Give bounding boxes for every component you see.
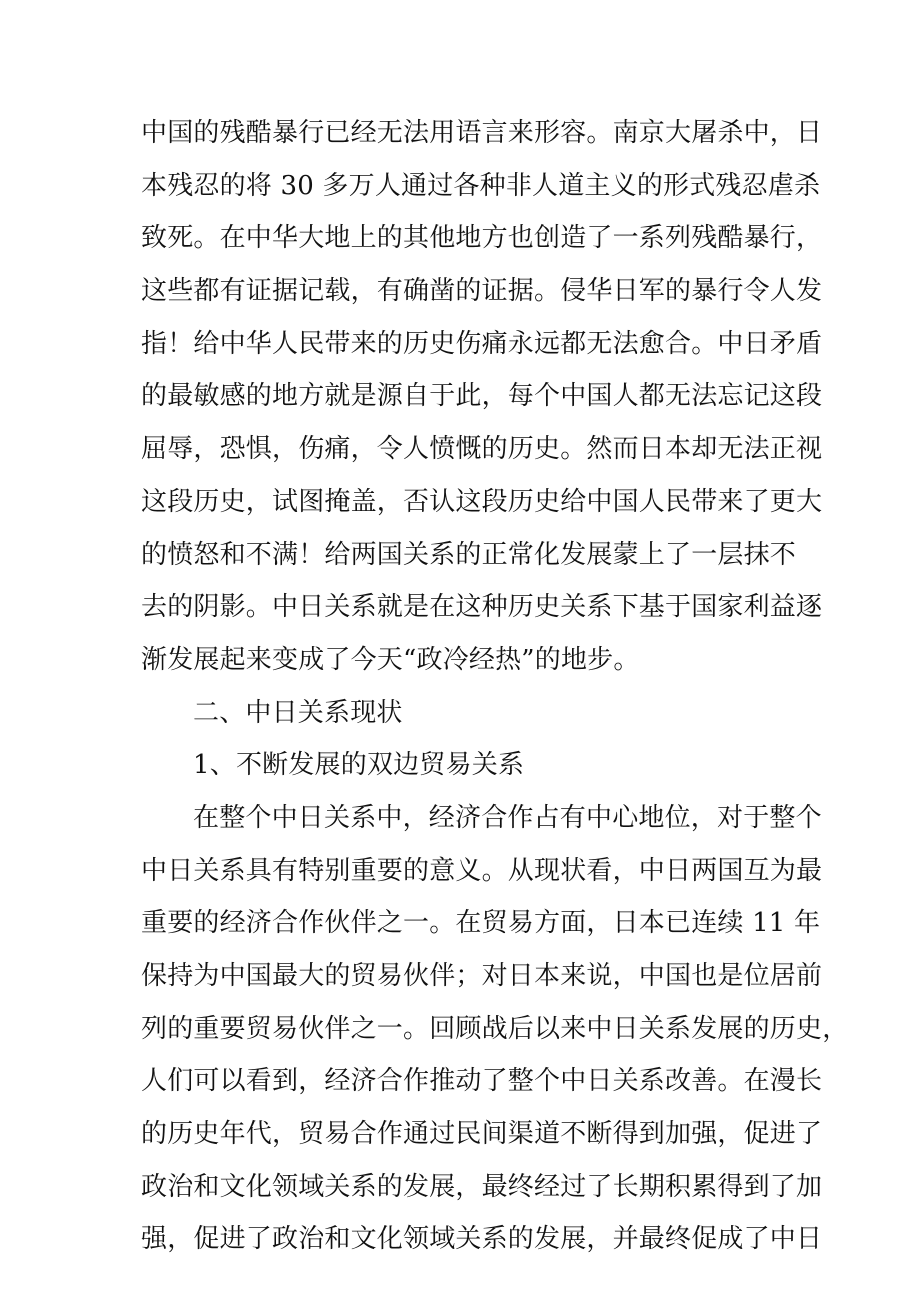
- text-line: 这些都有证据记载，有确凿的证据。侵华日军的暴行令人发: [141, 276, 823, 307]
- text-line: 致死。在中华大地上的其他地方也创造了一系列残酷暴行，: [141, 223, 823, 254]
- text-line: 政治和文化领域关系的发展，最终经过了长期积累得到了加: [141, 1171, 823, 1202]
- text-line: 保持为中国最大的贸易伙伴；对日本来说，中国也是位居前: [141, 961, 823, 991]
- paragraph-history: [141, 107, 823, 687]
- text-line: 本残忍的将 30 多万人通过各种非人道主义的形式残忍虐杀: [141, 170, 821, 201]
- text-line: 中日关系具有特别重要的意义。从现状看，中日两国互为最: [141, 855, 823, 886]
- text-line: 中国的残酷暴行已经无法用语言来形容。南京大屠杀中，日: [141, 118, 823, 148]
- text-line: 的最敏感的地方就是源自于此，每个中国人都无法忘记这段: [141, 381, 823, 412]
- text-line: 的愤怒和不满！给两国关系的正常化发展蒙上了一层抹不: [141, 539, 797, 570]
- text-line: 的历史年代，贸易合作通过民间渠道不断得到加强，促进了: [141, 1119, 823, 1150]
- subsection-heading: 1、不断发展的双边贸易关系: [193, 750, 525, 781]
- text-line: 重要的经济合作伙伴之一。在贸易方面，日本已连续 11 年: [141, 908, 821, 939]
- text-line: 去的阴影。中日关系就是在这种历史关系下基于国家利益逐: [141, 592, 823, 623]
- section-heading: 二、中日关系现状: [193, 697, 403, 728]
- text-line: 列的重要贸易伙伴之一。回顾战后以来中日关系发展的历史，: [141, 1013, 849, 1044]
- text-line: 渐发展起来变成了今天“政冷经热”的地步。: [141, 644, 640, 675]
- document-body: [141, 107, 849, 1266]
- text-line: 强，促进了政治和文化领域关系的发展，并最终促成了中日: [141, 1224, 823, 1255]
- text-line: 这段历史，试图掩盖，否认这段历史给中国人民带来了更大: [141, 486, 823, 517]
- text-line: 指！给中华人民带来的历史伤痛永远都无法愈合。中日矛盾: [141, 328, 823, 359]
- text-line: 屈辱，恐惧，伤痛，令人愤慨的历史。然而日本却无法正视: [141, 434, 823, 465]
- text-line: 人们可以看到，经济合作推动了整个中日关系改善。在漫长: [141, 1066, 823, 1097]
- text-line: 在整个中日关系中，经济合作占有中心地位，对于整个: [193, 802, 822, 833]
- paragraph-trade: [141, 792, 849, 1266]
